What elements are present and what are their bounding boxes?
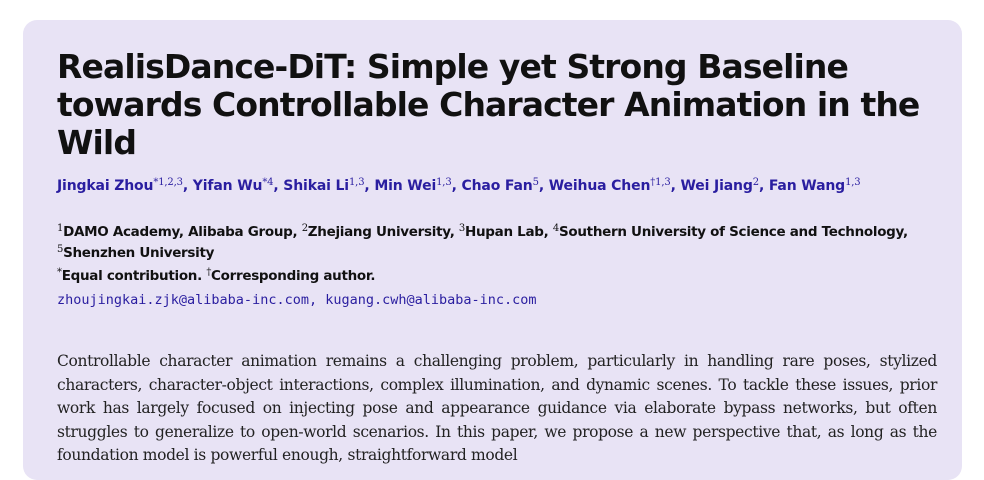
author-name: Shikai Li <box>283 178 349 194</box>
contact-emails[interactable]: zhoujingkai.zjk@alibaba-inc.com, kugang.cwh@alibaba-inc.com <box>57 292 537 308</box>
affiliation-number: 2 <box>301 223 308 234</box>
affiliation-list: $^1$DAMO Academy, Alibaba Group, $^2$Zhejiang University, $^3$Hupan Lab, $^4$Southern University of Science and Technology, $^5$Shenzhen University <box>57 223 908 261</box>
author-notes <box>57 266 937 287</box>
paper-title-line: RealisDance-DiT: Simple yet Strong Baseline <box>57 47 848 86</box>
author-name: Min Wei <box>374 178 437 194</box>
author-sup: †1,3 <box>650 177 671 188</box>
equal-contribution-mark: * <box>57 267 62 278</box>
affiliation-number: 4 <box>552 223 559 234</box>
affiliation-number: 3 <box>458 223 465 234</box>
affiliation-number: 5 <box>57 244 64 255</box>
affiliation-name: Southern University of Science and Technology <box>558 224 903 240</box>
author-sup: 2 <box>752 177 759 188</box>
equal-contribution-note: Equal contribution. <box>61 268 202 284</box>
author-sup: *4 <box>262 177 274 188</box>
abstract-line: these issues, prior work has largely focused on injecting pose and appearance guidance via elaborate <box>57 375 937 417</box>
affiliation-name: DAMO Academy, Alibaba Group <box>63 224 293 240</box>
author-sup: 1,3 <box>845 177 861 188</box>
author-sup: 1,3 <box>348 177 365 188</box>
corresponding-author-note: Corresponding author. <box>211 268 376 284</box>
author-sup: *1,2,3 <box>153 177 183 188</box>
author-name: Fan Wang <box>768 178 846 194</box>
author-sup: 1,3 <box>436 177 452 188</box>
author-sup: 5 <box>532 177 539 188</box>
author-name: Yifan Wu <box>192 178 263 194</box>
corresponding-author-mark: † <box>206 267 212 278</box>
abstract-line: Controllable character animation remains a challenging problem, particularly in handling rare poses, <box>57 352 871 370</box>
abstract-line: bypass networks, but often struggles to generalize to open-world scenarios. In this paper, we propose <box>57 399 937 441</box>
abstract-line: a new perspective that, as long as the foundation model is powerful enough, straightforward model <box>57 422 938 464</box>
author-name: Chao Fan <box>461 178 533 194</box>
paper-title-line: Wild <box>57 123 137 162</box>
author-list: Jingkai Zhou$^{*1,2,3}$, Yifan Wu$^{*4}$, Shikai Li$^{1,3}$, Min Wei$^{1,3}$, Chao Fan$^5$, Weihua Chen$^{\dagger 1,3}$, Wei Jiang$^2$, Fan Wang$^{1,3}$ <box>57 177 861 194</box>
author-name: Weihua Chen <box>548 178 651 194</box>
abstract-line: stylized characters, character-object interactions, complex illumination, and dynamic scenes. To tackle <box>57 352 937 394</box>
affiliation-number: 1 <box>57 223 64 234</box>
author-name: Jingkai Zhou <box>57 178 154 194</box>
affiliation-name: Shenzhen University <box>63 245 215 261</box>
paper-title <box>57 48 937 162</box>
affiliation-name: Hupan Lab <box>464 224 544 240</box>
affiliation-name: Zhejiang University <box>307 224 450 240</box>
abstract <box>57 350 937 468</box>
paper-title-line: towards Controllable Character Animation in the <box>57 85 920 124</box>
author-name: Wei Jiang <box>680 178 753 194</box>
